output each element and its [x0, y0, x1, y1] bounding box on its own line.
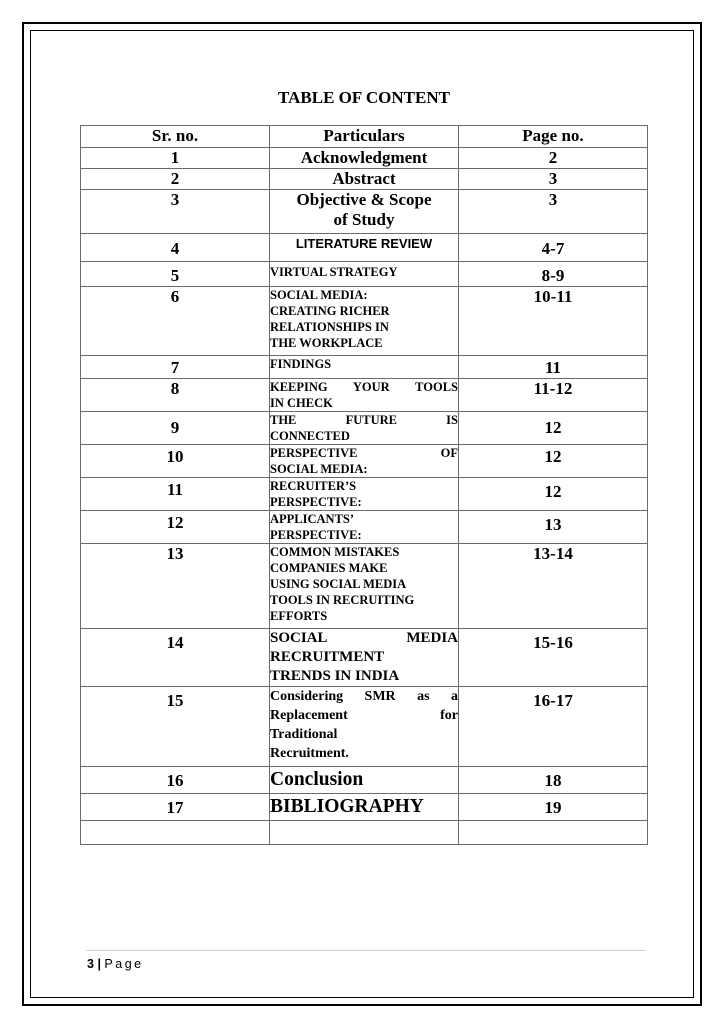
footer-page-word: Page: [104, 957, 144, 971]
page-no-cell: 4-7: [459, 234, 648, 262]
sr-no-cell: 11: [81, 478, 270, 511]
particulars-cell: Conclusion: [270, 767, 459, 794]
sr-no-cell: 16: [81, 767, 270, 794]
sr-no-cell: 9: [81, 412, 270, 445]
page-title: TABLE OF CONTENT: [278, 88, 450, 107]
empty-cell: [81, 821, 270, 845]
particulars-line: SOCIAL MEDIA:: [270, 462, 368, 476]
sr-no-cell: 3: [81, 190, 270, 234]
page-no-cell: 18: [459, 767, 648, 794]
page-no-cell: 13-14: [459, 544, 648, 629]
empty-cell: [270, 821, 459, 845]
particulars-line: Replacement for: [270, 708, 458, 723]
sr-no-cell: 12: [81, 511, 270, 544]
particulars-cell: [270, 511, 459, 544]
header-particulars: Particulars: [270, 126, 459, 148]
table-row: [81, 379, 648, 412]
particulars-cell: FINDINGS: [270, 356, 459, 379]
table-row: [81, 169, 648, 190]
footer-separator: |: [97, 957, 101, 971]
table-row: [81, 412, 648, 445]
particulars-cell: [270, 190, 459, 234]
particulars-cell: VIRTUAL STRATEGY: [270, 262, 459, 287]
table-row: [81, 794, 648, 821]
sr-no-cell: 13: [81, 544, 270, 629]
particulars-line: Considering SMR as a: [270, 689, 458, 704]
particulars-line: APPLICANTS’: [270, 512, 355, 526]
particulars-line: COMMON MISTAKES: [270, 545, 400, 559]
table-row: [81, 148, 648, 169]
table-row: [81, 544, 648, 629]
page-no-cell: 11: [459, 356, 648, 379]
table-row-empty: [81, 821, 648, 845]
page-no-cell: 2: [459, 148, 648, 169]
sr-no-cell: 6: [81, 287, 270, 356]
particulars-cell: [270, 445, 459, 478]
footer-divider: [86, 950, 646, 951]
sr-no-cell: 15: [81, 687, 270, 767]
particulars-line: COMPANIES MAKE: [270, 561, 388, 575]
particulars-line: of Study: [333, 210, 395, 229]
particulars-cell: BIBLIOGRAPHY: [270, 794, 459, 821]
sr-no-cell: 4: [81, 234, 270, 262]
page-no-cell: 13: [459, 511, 648, 544]
particulars-line: RECRUITMENT: [270, 649, 385, 665]
page-no-cell: 12: [459, 478, 648, 511]
particulars-line: PERSPECTIVE:: [270, 528, 362, 542]
particulars-line: PERSPECTIVE:: [270, 495, 362, 509]
particulars-line: RECRUITER’S: [270, 479, 357, 493]
particulars-line: THE WORKPLACE: [270, 336, 383, 350]
particulars-cell: Abstract: [270, 169, 459, 190]
page-footer: [87, 957, 144, 971]
page-no-cell: 15-16: [459, 629, 648, 687]
table-row: [81, 356, 648, 379]
particulars-cell: [270, 478, 459, 511]
sr-no-cell: 5: [81, 262, 270, 287]
particulars-cell: LITERATURE REVIEW: [270, 234, 459, 262]
page-no-cell: 12: [459, 412, 648, 445]
particulars-cell: [270, 412, 459, 445]
page-no-cell: 8-9: [459, 262, 648, 287]
sr-no-cell: 2: [81, 169, 270, 190]
particulars-line: KEEPING YOUR TOOLS: [270, 380, 458, 394]
contents-table: [80, 125, 648, 845]
sr-no-cell: 7: [81, 356, 270, 379]
header-sr-no: Sr. no.: [81, 126, 270, 148]
page-no-cell: 11-12: [459, 379, 648, 412]
footer-page-number: 3: [87, 957, 94, 971]
header-page-no: Page no.: [459, 126, 648, 148]
particulars-line: PERSPECTIVE OF: [270, 446, 458, 460]
table-row: [81, 511, 648, 544]
page-no-cell: 12: [459, 445, 648, 478]
table-row: [81, 262, 648, 287]
particulars-line: CREATING RICHER: [270, 304, 390, 318]
particulars-cell: [270, 687, 459, 767]
table-row: [81, 445, 648, 478]
sr-no-cell: 1: [81, 148, 270, 169]
particulars-line: CONNECTED: [270, 429, 350, 443]
particulars-line: TRENDS IN INDIA: [270, 668, 400, 684]
particulars-line: Objective & Scope: [296, 190, 432, 209]
sr-no-cell: 8: [81, 379, 270, 412]
table-row: [81, 478, 648, 511]
table-row: [81, 190, 648, 234]
page-no-cell: 10-11: [459, 287, 648, 356]
table-row: [81, 287, 648, 356]
particulars-line: SOCIAL MEDIA: [270, 630, 458, 646]
table-row: [81, 767, 648, 794]
particulars-cell: [270, 629, 459, 687]
particulars-cell: Acknowledgment: [270, 148, 459, 169]
particulars-line: TOOLS IN RECRUITING: [270, 593, 415, 607]
sr-no-cell: 17: [81, 794, 270, 821]
particulars-line: THE FUTURE IS: [270, 413, 458, 427]
table-header-row: [81, 126, 648, 148]
particulars-cell: [270, 287, 459, 356]
particulars-line: IN CHECK: [270, 396, 333, 410]
sr-no-cell: 14: [81, 629, 270, 687]
page-no-cell: 3: [459, 169, 648, 190]
particulars-line: RELATIONSHIPS IN: [270, 320, 389, 334]
sr-no-cell: 10: [81, 445, 270, 478]
particulars-cell: [270, 379, 459, 412]
particulars-line: Recruitment.: [270, 746, 349, 761]
empty-cell: [459, 821, 648, 845]
particulars-line: Traditional: [270, 727, 338, 742]
table-row: [81, 629, 648, 687]
particulars-line: SOCIAL MEDIA:: [270, 288, 368, 302]
page-no-cell: 16-17: [459, 687, 648, 767]
particulars-line: EFFORTS: [270, 609, 328, 623]
table-row: [81, 687, 648, 767]
particulars-line: USING SOCIAL MEDIA: [270, 577, 407, 591]
table-row: [81, 234, 648, 262]
particulars-cell: [270, 544, 459, 629]
page-no-cell: 3: [459, 190, 648, 234]
page-no-cell: 19: [459, 794, 648, 821]
